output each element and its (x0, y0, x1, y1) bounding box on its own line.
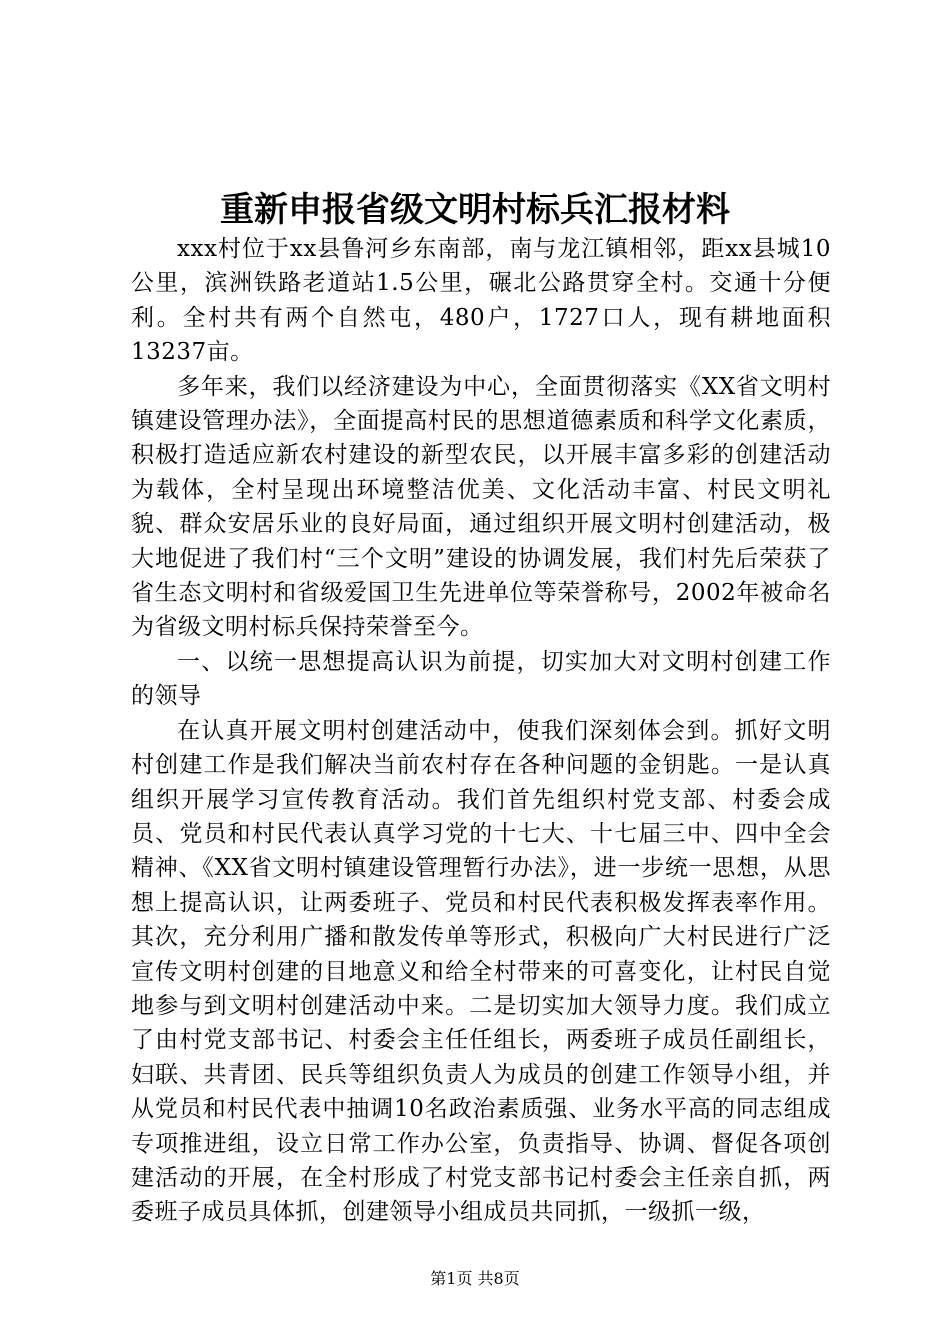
paragraph-overview: 多年来，我们以经济建设为中心，全面贯彻落实《XX省文明村镇建设管理办法》，全面提高村民的思想道德素质和科学文化素质，积极打造适应新农村建设的新型农民，以开展丰富多彩的创建活动为载体，全村呈现出环境整洁优美、文化活动丰富、村民文明礼貌、群众安居乐业的良好局面，通过组织开展文明村创建活动，极大地促进了我们村“三个文明”建设的协调发展，我们村先后荣获了省生态文明村和省级爱国卫生先进单位等荣誉称号，2002年被命名为省级文明村标兵保持荣誉至今。 (131, 373, 831, 641)
paragraph-section-1: 在认真开展文明村创建活动中，使我们深刻体会到。抓好文明村创建工作是我们解决当前农村存在各种问题的金钥匙。一是认真组织开展学习宣传教育活动。我们首先组织村党支部、村委会成员、党员和村民代表认真学习党的十七大、十七届三中、四中全会精神、《XX省文明村镇建设管理暂行办法》，进一步统一思想，从思想上提高认识，让两委班子、党员和村民代表积极发挥表率作用。其次，充分利用广播和散发传单等形式，积极向广大村民进行广泛宣传文明村创建的目地意义和给全村带来的可喜变化，让村民自觉地参与到文明村创建活动中来。二是切实加大领导力度。我们成立了由村党支部书记、村委会主任任组长，两委班子成员任副组长，妇联、共青团、民兵等组织负责人为成员的创建工作领导小组，并从党员和村民代表中抽调10名政治素质强、业务水平高的同志组成专项推进组，设立日常工作办公室，负责指导、协调、督促各项创建活动的开展，在全村形成了村党支部书记村委会主任亲自抓，两委班子成员具体抓，创建领导小组成员共同抓，一级抓一级， (131, 717, 831, 1226)
document-title: 重新申报省级文明村标兵汇报材料 (220, 190, 730, 230)
paragraph-intro: xxx村位于xx县鲁河乡东南部，南与龙江镇相邻，距xx县城10公里，滨洲铁路老道站1.5公里，碾北公路贯穿全村。交通十分便利。全村共有两个自然屯，480户，1727口人，现有耕地面积13237亩。 (131, 236, 831, 366)
document-body (131, 232, 831, 1230)
page-number-footer: 第1页 共8页 (430, 1269, 520, 1288)
section-heading-1: 一、以统一思想提高认识为前提，切实加大对文明村创建工作的领导 (131, 648, 831, 710)
